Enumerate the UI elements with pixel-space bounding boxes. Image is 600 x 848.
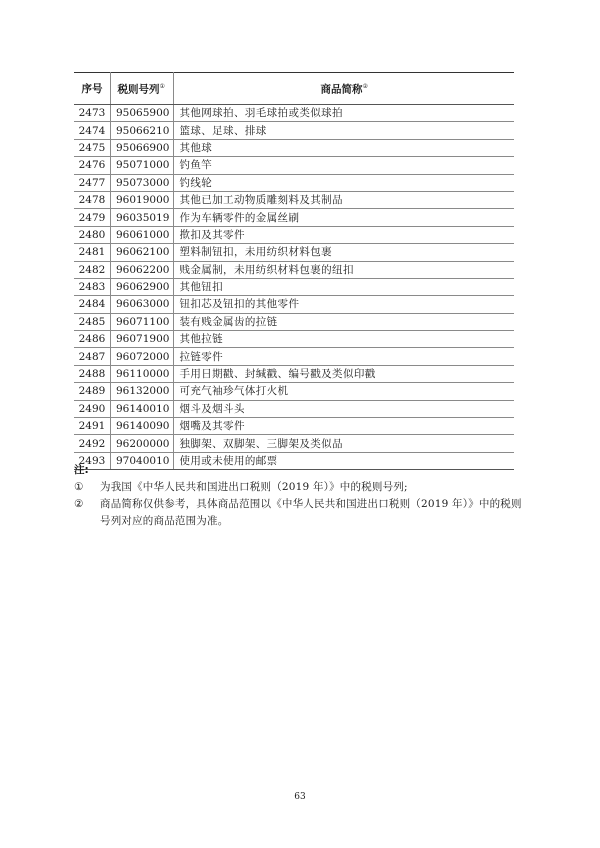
row-seq: 2484: [74, 296, 111, 313]
row-code: 95066900: [111, 139, 174, 156]
row-code: 95066210: [111, 122, 174, 139]
row-seq: 2493: [74, 452, 111, 469]
note-number: ①: [74, 481, 84, 493]
row-seq: 2479: [74, 209, 111, 226]
row-seq: 2474: [74, 122, 111, 139]
row-name: 其他已加工动物质雕刻料及其制品: [174, 191, 514, 208]
row-code: 96035019: [111, 209, 174, 226]
table-row: [74, 383, 514, 400]
table-row: [74, 365, 514, 382]
row-code: 96061000: [111, 226, 174, 243]
table-row: [74, 209, 514, 226]
header-seq: [74, 73, 111, 105]
row-code: 96062200: [111, 261, 174, 278]
table-body: [74, 105, 514, 470]
row-code: 96140090: [111, 418, 174, 435]
table-row: [74, 105, 514, 122]
row-code: 96063000: [111, 296, 174, 313]
table-row: [74, 244, 514, 261]
note-text: 商品简称仅供参考，具体商品范围以《中华人民共和国进出口税则（2019 年）》中的税则号列对应的商品范围为准。: [100, 498, 522, 527]
table-row: [74, 157, 514, 174]
header-code-mark: ①: [159, 83, 165, 91]
table-row: [74, 261, 514, 278]
row-seq: 2477: [74, 174, 111, 191]
row-seq: 2489: [74, 383, 111, 400]
row-name: 篮球、足球、排球: [174, 122, 514, 139]
table-row: [74, 331, 514, 348]
table-header: [74, 73, 514, 105]
row-name: 烟嘴及其零件: [174, 418, 514, 435]
page-number: 63: [294, 792, 306, 802]
table-row: [74, 226, 514, 243]
notes-list: [74, 479, 526, 530]
row-seq: 2475: [74, 139, 111, 156]
row-name: 可充气袖珍气体打火机: [174, 383, 514, 400]
row-name: 装有贱金属齿的拉链: [174, 313, 514, 330]
row-seq: 2488: [74, 365, 111, 382]
table-row: [74, 418, 514, 435]
row-name: 手用日期戳、封缄戳、编号戳及类似印戳: [174, 365, 514, 382]
notes-section: [74, 462, 526, 530]
table-row: [74, 139, 514, 156]
row-name: 钓线轮: [174, 174, 514, 191]
row-name: 塑料制钮扣，未用纺织材料包裹: [174, 244, 514, 261]
row-name: 作为车辆零件的金属丝刷: [174, 209, 514, 226]
row-seq: 2483: [74, 278, 111, 295]
row-seq: 2480: [74, 226, 111, 243]
notes-title: 注:: [74, 464, 89, 476]
row-seq: 2478: [74, 191, 111, 208]
row-seq: 2486: [74, 331, 111, 348]
row-name: 贱金属制，未用纺织材料包裹的纽扣: [174, 261, 514, 278]
row-code: 96071100: [111, 313, 174, 330]
row-code: 95073000: [111, 174, 174, 191]
table-row: [74, 296, 514, 313]
table-row: [74, 400, 514, 417]
row-name: 钓鱼竿: [174, 157, 514, 174]
header-code: [111, 73, 174, 105]
row-seq: 2487: [74, 348, 111, 365]
table-row: [74, 435, 514, 452]
note-text: 为我国《中华人民共和国进出口税则（2019 年）》中的税则号列;: [100, 481, 408, 493]
row-name: 钮扣芯及钮扣的其他零件: [174, 296, 514, 313]
note-item: [74, 496, 526, 530]
row-code: 95071000: [111, 157, 174, 174]
row-seq: 2485: [74, 313, 111, 330]
row-code: 96071900: [111, 331, 174, 348]
row-code: 96110000: [111, 365, 174, 382]
row-seq: 2476: [74, 157, 111, 174]
header-name-label: 商品简称: [320, 83, 363, 96]
row-seq: 2491: [74, 418, 111, 435]
table-row: [74, 348, 514, 365]
row-seq: 2490: [74, 400, 111, 417]
row-seq: 2482: [74, 261, 111, 278]
row-code: 96019000: [111, 191, 174, 208]
header-code-label: 税则号列: [117, 83, 160, 96]
row-seq: 2473: [74, 105, 111, 122]
row-seq: 2481: [74, 244, 111, 261]
row-name: 独脚架、双脚架、三脚架及类似品: [174, 435, 514, 452]
row-code: 95065900: [111, 105, 174, 122]
row-seq: 2492: [74, 435, 111, 452]
header-name: [174, 73, 514, 105]
row-name: 其他球: [174, 139, 514, 156]
table-row: [74, 122, 514, 139]
header-seq-label: 序号: [81, 82, 103, 95]
row-code: 96062100: [111, 244, 174, 261]
table-row: [74, 313, 514, 330]
row-name: 其他拉链: [174, 331, 514, 348]
table-row: [74, 191, 514, 208]
header-row: [74, 73, 514, 105]
row-code: 96132000: [111, 383, 174, 400]
row-name: 使用或未使用的邮票: [174, 452, 514, 469]
table-row: [74, 278, 514, 295]
row-name: 拉链零件: [174, 348, 514, 365]
table-row: [74, 174, 514, 191]
row-name: 烟斗及烟斗头: [174, 400, 514, 417]
tariff-table: [74, 72, 514, 470]
row-name: 其他网球拍、羽毛球拍或类似球拍: [174, 105, 514, 122]
row-code: 97040010: [111, 452, 174, 469]
row-code: 96140010: [111, 400, 174, 417]
row-code: 96072000: [111, 348, 174, 365]
note-item: [74, 479, 526, 496]
header-name-mark: ②: [362, 83, 368, 91]
note-number: ②: [74, 498, 84, 510]
row-name: 揿扣及其零件: [174, 226, 514, 243]
row-code: 96062900: [111, 278, 174, 295]
row-code: 96200000: [111, 435, 174, 452]
row-name: 其他钮扣: [174, 278, 514, 295]
